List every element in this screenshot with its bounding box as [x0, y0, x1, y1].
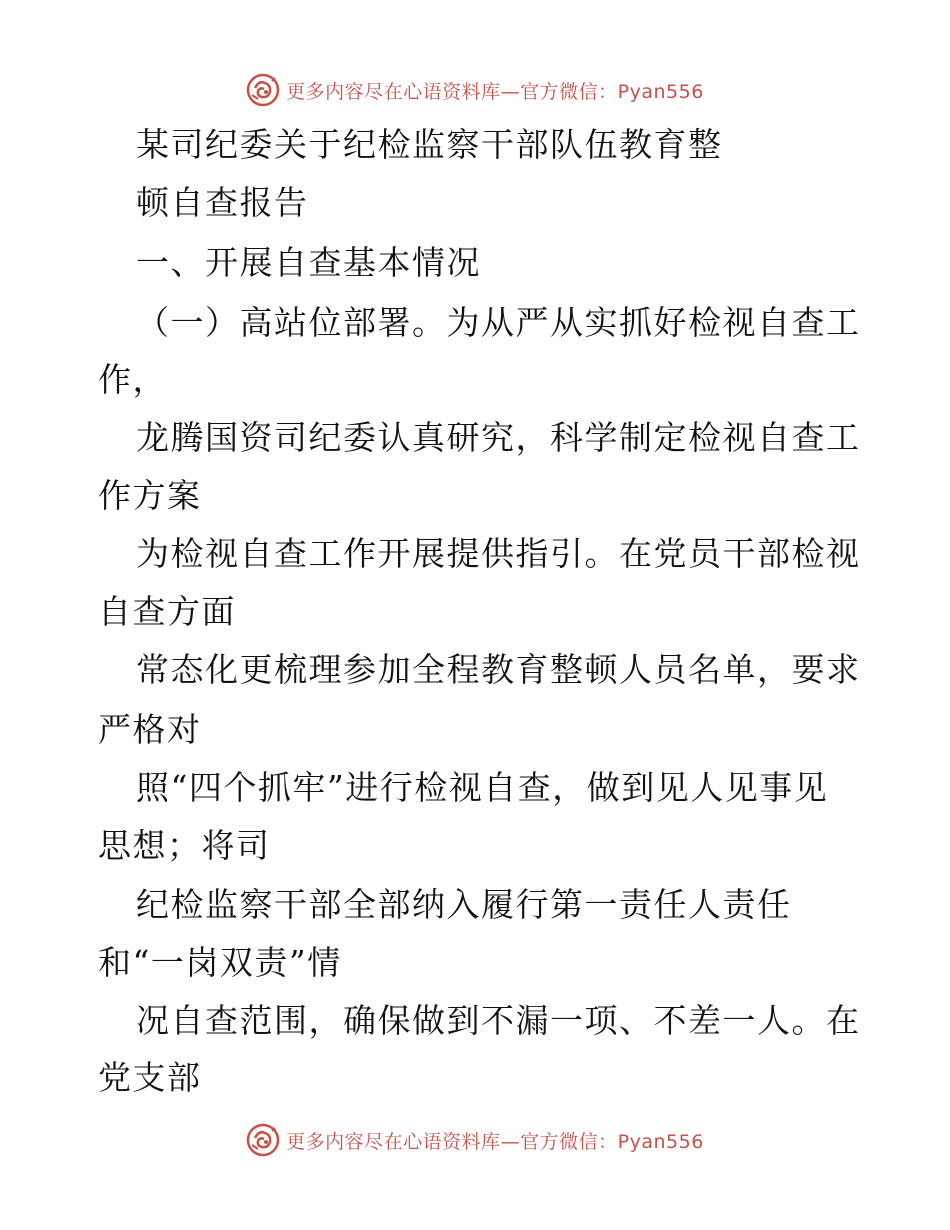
watermark-banner-bottom [0, 1120, 950, 1160]
paragraph-line: 和“一岗双责”情 [98, 943, 342, 982]
paragraph-line: 自查方面 [98, 592, 236, 631]
watermark-text: 更多内容尽在心语资料库—官方微信：Pyan556 [286, 80, 704, 103]
paragraph-line: 严格对 [98, 710, 202, 749]
paragraph-line: 为检视自查工作开展提供指引。在党员干部检视 [136, 534, 861, 573]
watermark-text: 更多内容尽在心语资料库—官方微信：Pyan556 [286, 1130, 704, 1153]
paragraph-line: 龙腾国资司纪委认真研究，科学制定检视自查工 [136, 418, 861, 457]
paragraph-line: 纪检监察干部全部纳入履行第一责任人责任 [136, 885, 792, 924]
sheep-head-logo-icon [246, 1123, 280, 1157]
paragraph-line: 照“四个抓牢”进行检视自查，做到见人见事见 [136, 768, 829, 807]
paragraph-line: 作方案 [98, 476, 202, 515]
paragraph-line: （一）高站位部署。为从严从实抓好检视自查工 [136, 303, 861, 342]
paragraph-line: 党支部 [98, 1058, 202, 1097]
document-title-line-1: 某司纪委关于纪检监察干部队伍教育整 [136, 125, 723, 164]
paragraph-line: 思想；将司 [98, 826, 271, 865]
paragraph-line: 常态化更梳理参加全程教育整顿人员名单，要求 [136, 650, 861, 689]
document-title-line-2: 顿自查报告 [136, 183, 309, 222]
paragraph-line: 况自查范围，确保做到不漏一项、不差一人。在 [136, 1001, 861, 1040]
paragraph-line: 作， [98, 360, 167, 399]
section-heading: 一、开展自查基本情况 [136, 243, 481, 282]
